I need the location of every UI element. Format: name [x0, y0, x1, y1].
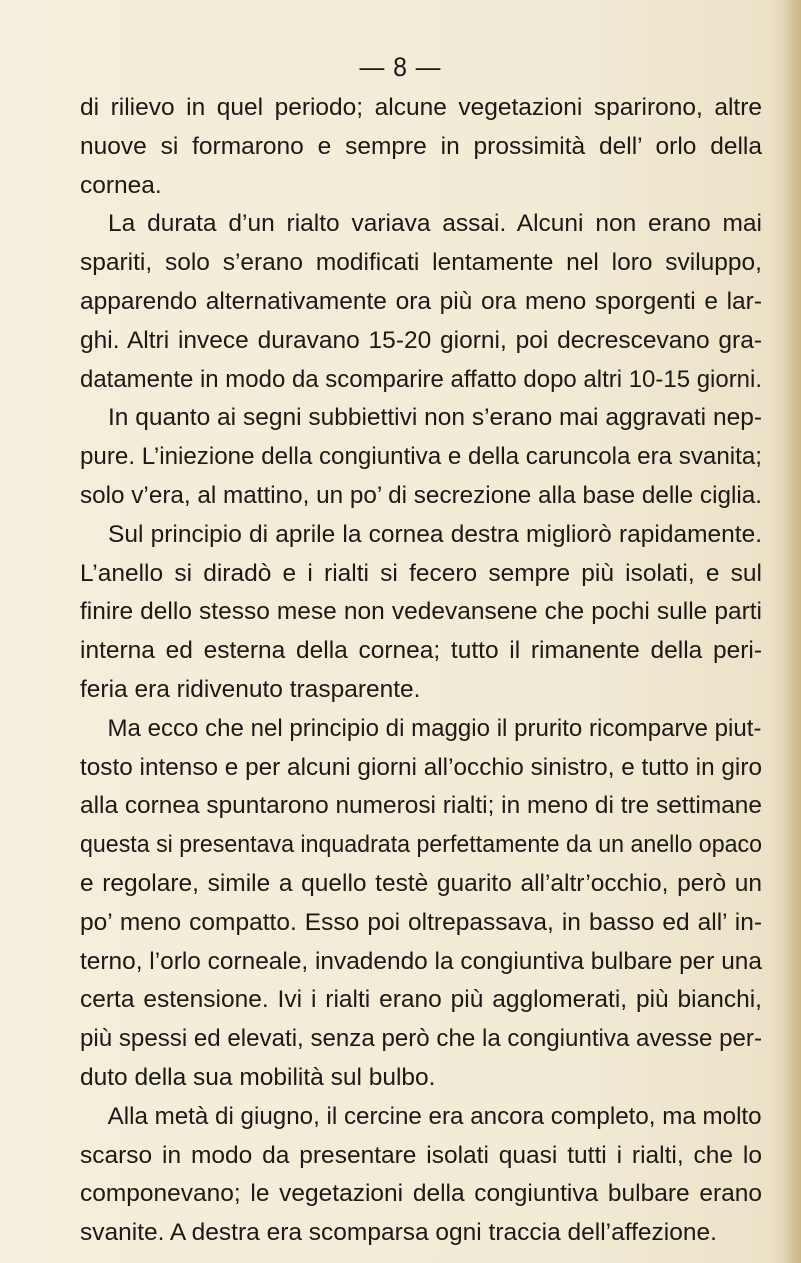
text-line: e regolare, simile a quello testè guarito all’altr’occhio, però un — [80, 869, 762, 897]
text-line: nuove si formarono e sempre in prossimità dell’ orlo della — [80, 132, 762, 160]
text-line: ghi. Altri invece duravano 15-20 giorni, poi decrescevano gra- — [80, 326, 762, 354]
text-line: questa si presentava inquadrata perfettamente da un anello opaco — [80, 831, 762, 859]
text-line: po’ meno compatto. Esso poi oltrepassava, in basso ed all’ in- — [80, 908, 762, 936]
text-line: alla cornea spuntarono numerosi rialti; in meno di tre settimane — [80, 792, 762, 820]
text-line: tosto intenso e per alcuni giorni all’occhio sinistro, e tutto in giro — [80, 753, 762, 781]
paragraph-start: La durata d’un rialto variava assai. Alcuni non erano mai — [108, 210, 762, 238]
text-line: spariti, solo s’erano modificati lentamente nel loro sviluppo, — [80, 249, 762, 277]
text-line: interna ed esterna della cornea; tutto il rimanente della peri- — [80, 637, 762, 665]
text-line: scarso in modo da presentare isolati quasi tutti i rialti, che lo — [80, 1141, 762, 1169]
text-line: componevano; le vegetazioni della congiuntiva bulbare erano — [80, 1180, 762, 1208]
paragraph-start: Alla metà di giugno, il cercine era ancora completo, ma molto — [107, 1102, 762, 1130]
text-line: feria era ridivenuto trasparente. — [80, 675, 421, 703]
text-line: pure. L’iniezione della congiuntiva e della caruncola era svanita; — [80, 443, 763, 471]
text-line: più spessi ed elevati, senza però che la congiuntiva avesse per- — [80, 1025, 762, 1053]
text-line: datamente in modo da scomparire affatto dopo altri 10-15 giorni. — [80, 365, 763, 393]
text-line: cornea. — [80, 171, 162, 199]
text-line: terno, l’orlo corneale, invadendo la congiuntiva bulbare per una — [80, 947, 762, 975]
text-line: duto della sua mobilità sul bulbo. — [80, 1063, 436, 1091]
paragraph-start: In quanto ai segni subbiettivi non s’erano mai aggravati nep- — [108, 404, 762, 432]
text-line: certa estensione. Ivi i rialti erano più agglomerati, più bianchi, — [80, 986, 762, 1014]
paragraph-start: Sul principio di aprile la cornea destra migliorò rapidamente. — [108, 520, 762, 548]
text-line: svanite. A destra era scomparsa ogni traccia dell’affezione. — [80, 1219, 717, 1247]
text-line: finire dello stesso mese non vedevansene che pochi sulle parti — [80, 598, 762, 626]
page-edge-shadow — [783, 0, 801, 1263]
page-number: — 8 — — [359, 52, 442, 82]
text-line: apparendo alternativamente ora più ora meno sporgenti e lar- — [80, 287, 762, 315]
paragraph-start: Ma ecco che nel principio di maggio il prurito ricomparve piut- — [107, 714, 762, 742]
text-line: di rilievo in quel periodo; alcune vegetazioni sparirono, altre — [80, 94, 762, 121]
text-line: L’anello si diradò e i rialti si fecero sempre più isolati, e sul — [80, 559, 762, 587]
body-text — [80, 89, 762, 1253]
text-line: solo v’era, al mattino, un po’ di secrezione alla base delle ciglia. — [80, 481, 763, 509]
